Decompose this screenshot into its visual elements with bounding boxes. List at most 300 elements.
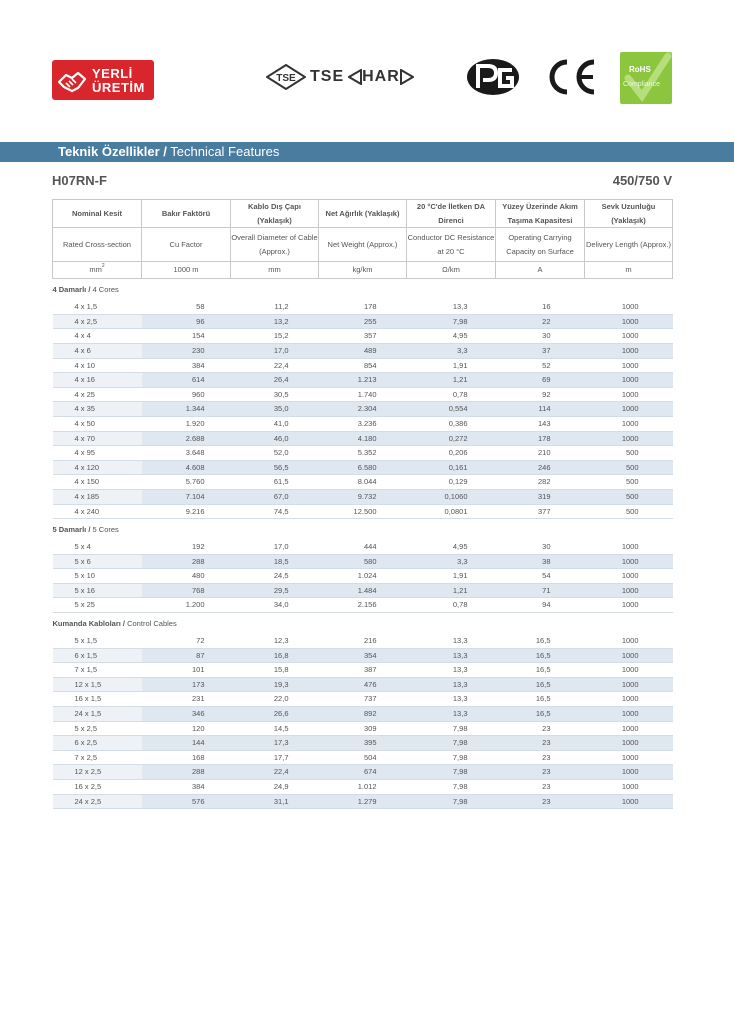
table-cell: 35,0 bbox=[231, 402, 319, 417]
table-cell: 3,3 bbox=[407, 554, 496, 569]
yerli-text: YERLİ bbox=[92, 66, 133, 81]
section-heading-row bbox=[53, 279, 673, 301]
table-cell: 13,3 bbox=[407, 648, 496, 663]
table-cell: 892 bbox=[319, 707, 407, 722]
section-heading-rest: Control Cables bbox=[125, 618, 177, 628]
section-heading-rest: 4 Cores bbox=[90, 284, 119, 294]
table-cell: 500 bbox=[585, 460, 673, 475]
unit-cell bbox=[407, 262, 496, 279]
table-cell: 11,2 bbox=[231, 300, 319, 314]
header-cell-en: Delivery Length (Approx.) bbox=[585, 228, 673, 262]
table-cell: 1.024 bbox=[319, 569, 407, 584]
table-row bbox=[53, 750, 673, 765]
table-cell: 26,4 bbox=[231, 373, 319, 388]
header-row-tr bbox=[53, 200, 673, 228]
table-cell: 16,5 bbox=[496, 648, 585, 663]
table-cell: 0,78 bbox=[407, 598, 496, 613]
section-heading bbox=[53, 613, 673, 635]
table-cell: 15,8 bbox=[231, 663, 319, 678]
table-cell: 1000 bbox=[585, 634, 673, 648]
table-cell: 23 bbox=[496, 750, 585, 765]
table-cell: 31,1 bbox=[231, 794, 319, 809]
ce-mark-icon bbox=[545, 58, 597, 96]
table-row bbox=[53, 373, 673, 388]
table-cell: 1000 bbox=[585, 300, 673, 314]
table-cell: 1.200 bbox=[142, 598, 231, 613]
header-cell-en: Overall Diameter of Cable (Approx.) bbox=[231, 228, 319, 262]
table-cell: 2.688 bbox=[142, 431, 231, 446]
table-row bbox=[53, 540, 673, 554]
table-cell: 23 bbox=[496, 794, 585, 809]
har-text: HAR bbox=[362, 68, 400, 85]
table-cell: 1.279 bbox=[319, 794, 407, 809]
table-cell: 1000 bbox=[585, 598, 673, 613]
table-row bbox=[53, 504, 673, 519]
table-cell: 1000 bbox=[585, 314, 673, 329]
header-cell-tr: Net Ağırlık (Yaklaşık) bbox=[319, 200, 407, 228]
table-row bbox=[53, 583, 673, 598]
table-cell: 580 bbox=[319, 554, 407, 569]
section-heading-row bbox=[53, 613, 673, 635]
table-cell: 500 bbox=[585, 475, 673, 490]
table-cell: 16,5 bbox=[496, 677, 585, 692]
unit-cell bbox=[231, 262, 319, 279]
table-cell: 37 bbox=[496, 343, 585, 358]
unit-text: mm bbox=[89, 265, 102, 275]
table-cell: 1.920 bbox=[142, 416, 231, 431]
table-cell: 768 bbox=[142, 583, 231, 598]
table-cell: 114 bbox=[496, 402, 585, 417]
table-cell: 4 x 70 bbox=[53, 431, 142, 446]
table-row bbox=[53, 569, 673, 584]
table-row bbox=[53, 489, 673, 504]
table-cell: 4.608 bbox=[142, 460, 231, 475]
table-cell: 74,5 bbox=[231, 504, 319, 519]
unit-text: mm bbox=[268, 265, 281, 275]
table-cell: 8.044 bbox=[319, 475, 407, 490]
section-title bbox=[58, 144, 279, 159]
table-cell: 395 bbox=[319, 736, 407, 751]
table-cell: 30,5 bbox=[231, 387, 319, 402]
header-row-en bbox=[53, 228, 673, 262]
table-cell: 7,98 bbox=[407, 721, 496, 736]
table-cell: 24 x 1,5 bbox=[53, 707, 142, 722]
table-row bbox=[53, 721, 673, 736]
table-cell: 96 bbox=[142, 314, 231, 329]
table-row bbox=[53, 736, 673, 751]
table-cell: 1000 bbox=[585, 343, 673, 358]
table-cell: 282 bbox=[496, 475, 585, 490]
table-row bbox=[53, 780, 673, 795]
table-cell: 1000 bbox=[585, 780, 673, 795]
table-cell: 13,3 bbox=[407, 300, 496, 314]
table-cell: 1000 bbox=[585, 540, 673, 554]
table-cell: 6 x 2,5 bbox=[53, 736, 142, 751]
table-cell: 576 bbox=[142, 794, 231, 809]
table-cell: 354 bbox=[319, 648, 407, 663]
header-cell-tr: Nominal Kesit bbox=[53, 200, 142, 228]
section-heading bbox=[53, 279, 673, 301]
table-cell: 384 bbox=[142, 780, 231, 795]
table-cell: 210 bbox=[496, 446, 585, 461]
table-cell: 5 x 1,5 bbox=[53, 634, 142, 648]
table-cell: 1000 bbox=[585, 569, 673, 584]
table-cell: 1000 bbox=[585, 416, 673, 431]
table-cell: 216 bbox=[319, 634, 407, 648]
table-cell: 1000 bbox=[585, 721, 673, 736]
table-cell: 4 x 25 bbox=[53, 387, 142, 402]
table-cell: 4 x 150 bbox=[53, 475, 142, 490]
table-cell: 2.156 bbox=[319, 598, 407, 613]
table-row bbox=[53, 663, 673, 678]
section-heading-bold: 5 Damarlı / bbox=[52, 524, 91, 534]
table-cell: 230 bbox=[142, 343, 231, 358]
table-cell: 0,554 bbox=[407, 402, 496, 417]
table-cell: 1,21 bbox=[407, 583, 496, 598]
section-heading-bold: 4 Damarlı / bbox=[52, 284, 91, 294]
table-cell: 500 bbox=[585, 489, 673, 504]
section-heading-row bbox=[53, 519, 673, 541]
table-cell: 1000 bbox=[585, 583, 673, 598]
table-cell: 7,98 bbox=[407, 794, 496, 809]
table-row bbox=[53, 554, 673, 569]
table-cell: 444 bbox=[319, 540, 407, 554]
table-cell: 12 x 2,5 bbox=[53, 765, 142, 780]
table-cell: 22,4 bbox=[231, 765, 319, 780]
table-cell: 1.484 bbox=[319, 583, 407, 598]
table-cell: 4,95 bbox=[407, 329, 496, 344]
header-cell-en: Operating Carrying Capacity on Surface bbox=[496, 228, 585, 262]
units-row bbox=[53, 262, 673, 279]
unit-text: Ω/km bbox=[442, 265, 460, 275]
table-cell: 674 bbox=[319, 765, 407, 780]
table-cell: 56,5 bbox=[231, 460, 319, 475]
table-cell: 1000 bbox=[585, 736, 673, 751]
table-cell: 387 bbox=[319, 663, 407, 678]
table-cell: 1.213 bbox=[319, 373, 407, 388]
table-cell: 0,78 bbox=[407, 387, 496, 402]
table-cell: 7,98 bbox=[407, 314, 496, 329]
table-cell: 7 x 2,5 bbox=[53, 750, 142, 765]
uretim-text: ÜRETİM bbox=[92, 80, 145, 95]
table-cell: 94 bbox=[496, 598, 585, 613]
table-cell: 41,0 bbox=[231, 416, 319, 431]
table-cell: 0,0801 bbox=[407, 504, 496, 519]
table-row bbox=[53, 707, 673, 722]
header-cell-tr: 20 °C'de İletken DA Direnci bbox=[407, 200, 496, 228]
table-cell: 4 x 10 bbox=[53, 358, 142, 373]
table-cell: 58 bbox=[142, 300, 231, 314]
table-cell: 1.740 bbox=[319, 387, 407, 402]
table-cell: 16 bbox=[496, 300, 585, 314]
table-cell: 854 bbox=[319, 358, 407, 373]
unit-text: m bbox=[625, 265, 632, 275]
table-row bbox=[53, 446, 673, 461]
table-cell: 17,7 bbox=[231, 750, 319, 765]
table-cell: 192 bbox=[142, 540, 231, 554]
table-cell: 30 bbox=[496, 540, 585, 554]
table-cell: 52,0 bbox=[231, 446, 319, 461]
table-cell: 173 bbox=[142, 677, 231, 692]
tse-text: TSE bbox=[310, 68, 345, 85]
section-heading-bold: Kumanda Kabloları / bbox=[52, 618, 126, 628]
table-cell: 2.304 bbox=[319, 402, 407, 417]
table-cell: 5.352 bbox=[319, 446, 407, 461]
table-cell: 23 bbox=[496, 736, 585, 751]
table-cell: 1000 bbox=[585, 373, 673, 388]
table-cell: 178 bbox=[319, 300, 407, 314]
table-cell: 72 bbox=[142, 634, 231, 648]
table-cell: 24 x 2,5 bbox=[53, 794, 142, 809]
table-cell: 5 x 4 bbox=[53, 540, 142, 554]
unit-superscript: 2 bbox=[101, 263, 105, 270]
table-cell: 54 bbox=[496, 569, 585, 584]
table-row bbox=[53, 416, 673, 431]
table-cell: 3.236 bbox=[319, 416, 407, 431]
table-cell: 26,6 bbox=[231, 707, 319, 722]
table-cell: 14,5 bbox=[231, 721, 319, 736]
table-cell: 16,8 bbox=[231, 648, 319, 663]
table-cell: 17,0 bbox=[231, 540, 319, 554]
table-cell: 17,0 bbox=[231, 343, 319, 358]
header-cell-tr: Sevk Uzunluğu (Yaklaşık) bbox=[585, 200, 673, 228]
table-row bbox=[53, 692, 673, 707]
table-cell: 87 bbox=[142, 648, 231, 663]
table-cell: 7,98 bbox=[407, 780, 496, 795]
table-cell: 5 x 16 bbox=[53, 583, 142, 598]
table-cell: 120 bbox=[142, 721, 231, 736]
table-cell: 1000 bbox=[585, 554, 673, 569]
table-cell: 16 x 1,5 bbox=[53, 692, 142, 707]
table-cell: 61,5 bbox=[231, 475, 319, 490]
table-cell: 1,91 bbox=[407, 358, 496, 373]
table-cell: 7,98 bbox=[407, 750, 496, 765]
tse-diamond-icon bbox=[266, 64, 306, 90]
table-cell: 309 bbox=[319, 721, 407, 736]
tse-har-logo bbox=[266, 62, 414, 92]
table-cell: 500 bbox=[585, 446, 673, 461]
table-cell: 19,3 bbox=[231, 677, 319, 692]
table-cell: 22,0 bbox=[231, 692, 319, 707]
table-cell: 0,129 bbox=[407, 475, 496, 490]
table-cell: 4 x 120 bbox=[53, 460, 142, 475]
table-row bbox=[53, 598, 673, 613]
table-cell: 9.216 bbox=[142, 504, 231, 519]
voltage-rating: 450/750 V bbox=[612, 173, 672, 188]
table-cell: 3.648 bbox=[142, 446, 231, 461]
table-cell: 12.500 bbox=[319, 504, 407, 519]
header-cell-en: Rated Cross-section bbox=[53, 228, 142, 262]
table-cell: 24,5 bbox=[231, 569, 319, 584]
table-cell: 22,4 bbox=[231, 358, 319, 373]
unit-cell bbox=[319, 262, 407, 279]
table-cell: 288 bbox=[142, 554, 231, 569]
table-cell: 319 bbox=[496, 489, 585, 504]
table-cell: 178 bbox=[496, 431, 585, 446]
table-cell: 0,206 bbox=[407, 446, 496, 461]
table-cell: 0,386 bbox=[407, 416, 496, 431]
table-cell: 13,3 bbox=[407, 707, 496, 722]
table-cell: 0,272 bbox=[407, 431, 496, 446]
table-row bbox=[53, 402, 673, 417]
table-cell: 13,3 bbox=[407, 634, 496, 648]
table-cell: 960 bbox=[142, 387, 231, 402]
table-row bbox=[53, 648, 673, 663]
table-cell: 1000 bbox=[585, 750, 673, 765]
table-cell: 16 x 2,5 bbox=[53, 780, 142, 795]
unit-cell bbox=[496, 262, 585, 279]
checkmark-icon bbox=[620, 52, 672, 104]
table-cell: 231 bbox=[142, 692, 231, 707]
table-row bbox=[53, 794, 673, 809]
table-cell: 4 x 2,5 bbox=[53, 314, 142, 329]
table-cell: 1000 bbox=[585, 329, 673, 344]
table-cell: 22 bbox=[496, 314, 585, 329]
section-title-bar bbox=[0, 142, 734, 162]
table-cell: 4 x 240 bbox=[53, 504, 142, 519]
table-cell: 7 x 1,5 bbox=[53, 663, 142, 678]
table-cell: 1000 bbox=[585, 387, 673, 402]
rohs-compliance-logo bbox=[620, 52, 672, 104]
table-cell: 144 bbox=[142, 736, 231, 751]
table-cell: 737 bbox=[319, 692, 407, 707]
table-cell: 13,3 bbox=[407, 663, 496, 678]
table-cell: 30 bbox=[496, 329, 585, 344]
header-cell-en: Conductor DC Resistance at 20 °C bbox=[407, 228, 496, 262]
table-cell: 346 bbox=[142, 707, 231, 722]
table-cell: 6 x 1,5 bbox=[53, 648, 142, 663]
table-cell: 1000 bbox=[585, 648, 673, 663]
table-cell: 46,0 bbox=[231, 431, 319, 446]
table-cell: 7,98 bbox=[407, 765, 496, 780]
table-cell: 4 x 95 bbox=[53, 446, 142, 461]
table-cell: 71 bbox=[496, 583, 585, 598]
table-cell: 143 bbox=[496, 416, 585, 431]
table-cell: 384 bbox=[142, 358, 231, 373]
unit-cell bbox=[53, 262, 142, 279]
table-cell: 476 bbox=[319, 677, 407, 692]
table-cell: 288 bbox=[142, 765, 231, 780]
table-cell: 154 bbox=[142, 329, 231, 344]
table-row bbox=[53, 431, 673, 446]
header-cell-tr: Bakır Faktörü bbox=[142, 200, 231, 228]
table-cell: 4 x 50 bbox=[53, 416, 142, 431]
table-cell: 5 x 2,5 bbox=[53, 721, 142, 736]
table-cell: 23 bbox=[496, 721, 585, 736]
table-cell: 4 x 4 bbox=[53, 329, 142, 344]
header-cell-en: Net Weight (Approx.) bbox=[319, 228, 407, 262]
table-cell: 69 bbox=[496, 373, 585, 388]
table-cell: 38 bbox=[496, 554, 585, 569]
table-row bbox=[53, 475, 673, 490]
section-title-bold: Teknik Özellikler / bbox=[58, 144, 167, 159]
section-heading bbox=[53, 519, 673, 541]
table-row bbox=[53, 343, 673, 358]
har-right-triangle-icon bbox=[400, 69, 414, 85]
table-cell: 23 bbox=[496, 780, 585, 795]
pct-certification-icon bbox=[466, 58, 520, 96]
table-cell: 4 x 16 bbox=[53, 373, 142, 388]
table-cell: 1,21 bbox=[407, 373, 496, 388]
table-cell: 5 x 6 bbox=[53, 554, 142, 569]
table-cell: 13,3 bbox=[407, 692, 496, 707]
table-cell: 3,3 bbox=[407, 343, 496, 358]
table-cell: 1000 bbox=[585, 663, 673, 678]
section-title-rest: Technical Features bbox=[166, 144, 280, 159]
header-cell-en: Cu Factor bbox=[142, 228, 231, 262]
compliance-text: Compliance bbox=[623, 81, 660, 88]
unit-cell bbox=[142, 262, 231, 279]
table-row bbox=[53, 765, 673, 780]
table-cell: 16,5 bbox=[496, 663, 585, 678]
table-cell: 1000 bbox=[585, 707, 673, 722]
header-cell-tr: Kablo Dış Çapı (Yaklaşık) bbox=[231, 200, 319, 228]
rohs-text: RoHS bbox=[629, 65, 651, 74]
table-cell: 246 bbox=[496, 460, 585, 475]
table-cell: 52 bbox=[496, 358, 585, 373]
table-cell: 16,5 bbox=[496, 692, 585, 707]
table-cell: 377 bbox=[496, 504, 585, 519]
table-cell: 13,2 bbox=[231, 314, 319, 329]
handshake-icon bbox=[56, 64, 88, 96]
table-cell: 1.344 bbox=[142, 402, 231, 417]
table-cell: 9.732 bbox=[319, 489, 407, 504]
table-cell: 5 x 10 bbox=[53, 569, 142, 584]
unit-cell bbox=[585, 262, 673, 279]
table-row bbox=[53, 300, 673, 314]
table-cell: 16,5 bbox=[496, 634, 585, 648]
table-cell: 500 bbox=[585, 504, 673, 519]
table-cell: 0,161 bbox=[407, 460, 496, 475]
table-cell: 15,2 bbox=[231, 329, 319, 344]
table-cell: 4 x 35 bbox=[53, 402, 142, 417]
table-cell: 1000 bbox=[585, 794, 673, 809]
product-code: H07RN-F bbox=[52, 173, 107, 188]
table-cell: 1.012 bbox=[319, 780, 407, 795]
table-cell: 92 bbox=[496, 387, 585, 402]
table-cell: 255 bbox=[319, 314, 407, 329]
table-row bbox=[53, 460, 673, 475]
tse-emblem-text: TSE bbox=[276, 73, 296, 84]
table-cell: 17,3 bbox=[231, 736, 319, 751]
table-cell: 1000 bbox=[585, 431, 673, 446]
har-mark bbox=[348, 68, 414, 86]
table-cell: 0,1060 bbox=[407, 489, 496, 504]
table-row bbox=[53, 329, 673, 344]
table-cell: 1000 bbox=[585, 402, 673, 417]
table-cell: 6.580 bbox=[319, 460, 407, 475]
table-cell: 7.104 bbox=[142, 489, 231, 504]
table-cell: 1000 bbox=[585, 677, 673, 692]
unit-text: 1000 m bbox=[173, 265, 199, 275]
table-cell: 4,95 bbox=[407, 540, 496, 554]
table-cell: 34,0 bbox=[231, 598, 319, 613]
table-cell: 4 x 6 bbox=[53, 343, 142, 358]
table-cell: 1000 bbox=[585, 692, 673, 707]
technical-features-table bbox=[52, 199, 673, 809]
table-cell: 614 bbox=[142, 373, 231, 388]
table-cell: 4 x 185 bbox=[53, 489, 142, 504]
table-cell: 1,91 bbox=[407, 569, 496, 584]
table-cell: 1000 bbox=[585, 358, 673, 373]
table-cell: 12,3 bbox=[231, 634, 319, 648]
unit-text: A bbox=[537, 265, 543, 275]
table-cell: 5.760 bbox=[142, 475, 231, 490]
table-cell: 7,98 bbox=[407, 736, 496, 751]
table-row bbox=[53, 358, 673, 373]
table-cell: 12 x 1,5 bbox=[53, 677, 142, 692]
table-cell: 4.180 bbox=[319, 431, 407, 446]
